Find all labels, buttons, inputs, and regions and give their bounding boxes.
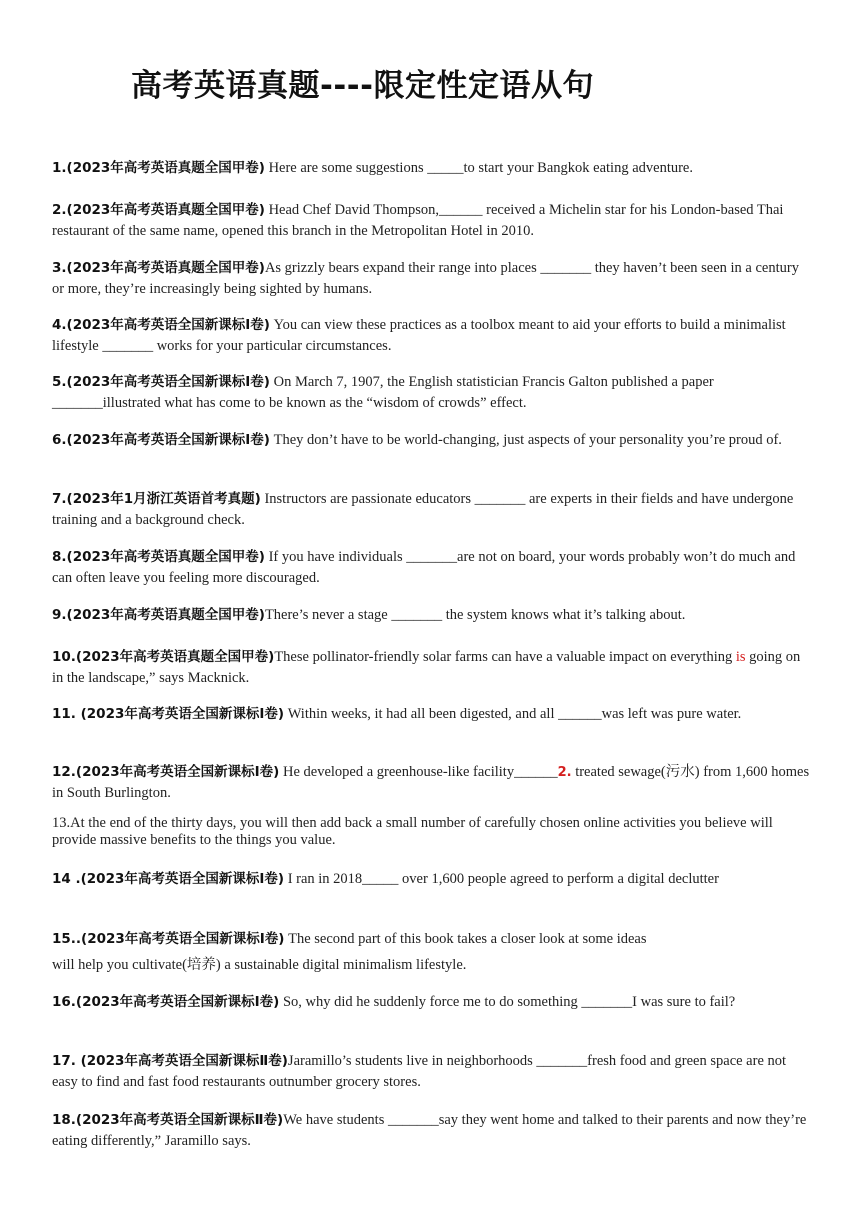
- question-text: 13.At the end of the thirty days, you will then add back a small number of carefully chosen online activities you believe will provide massive benefits to the things you value.: [52, 815, 773, 848]
- question-5: [52, 372, 812, 414]
- question-11: [52, 704, 812, 725]
- question-9: [52, 605, 812, 626]
- question-6: [52, 430, 812, 451]
- question-text: Instructors are passionate educators _______ are experts in their fields and have undergone training and a background check.: [52, 491, 794, 528]
- question-source: 11. (2023年高考英语全国新课标Ⅰ卷): [52, 706, 285, 722]
- question-text: He developed a greenhouse-like facility______: [279, 764, 558, 780]
- question-source: 15..(2023年高考英语全国新课标Ⅰ卷): [52, 931, 285, 947]
- question-text: I ran in 2018_____ over 1,600 people agreed to perform a digital declutter: [284, 871, 719, 887]
- question-source: 18.(2023年高考英语全国新课标Ⅱ卷): [52, 1112, 284, 1128]
- question-text-line2: will help you cultivate(培养) a sustainable digital minimalism lifestyle.: [52, 957, 467, 973]
- question-text: Head Chef David Thompson,______ received a Michelin star for his London-based Thai restaurant of the same name, opened this branch in the Metropolitan Hotel in 2010.: [52, 202, 784, 239]
- question-text: If you have individuals _______are not on board, your words probably won’t do much and can often leave you feeling more discouraged.: [52, 549, 796, 586]
- question-source: 4.(2023年高考英语全国新课标Ⅰ卷): [52, 317, 270, 333]
- question-12: [52, 762, 812, 804]
- question-source: 8.(2023年高考英语真题全国甲卷): [52, 549, 265, 565]
- question-text: So, why did he suddenly force me to do something _______I was sure to fail?: [279, 994, 736, 1010]
- question-text-cont: going on in the landscape,” says Macknick.: [52, 649, 801, 686]
- question-7: [52, 489, 812, 531]
- question-source: 2.(2023年高考英语真题全国甲卷): [52, 202, 265, 218]
- question-text: You can view these practices as a toolbox meant to aid your efforts to build a minimalist lifestyle _______ works for your particular circumstances.: [52, 317, 786, 354]
- question-source: 3.(2023年高考英语真题全国甲卷): [52, 260, 265, 276]
- question-text: Here are some suggestions _____to start your Bangkok eating adventure.: [264, 160, 693, 176]
- question-text: Jaramillo’s students live in neighborhoods _______fresh food and green space are not easy to find and fast food restaurants outnumber grocery stores.: [52, 1053, 787, 1090]
- question-source: 1.(2023年高考英语真题全国甲卷): [52, 160, 265, 176]
- question-source: 6.(2023年高考英语全国新课标Ⅰ卷): [52, 432, 270, 448]
- question-17: [52, 1051, 812, 1093]
- question-text: Within weeks, it had all been digested, and all ______was left was pure water.: [284, 706, 742, 722]
- question-15: [52, 926, 812, 978]
- question-text: These pollinator-friendly solar farms can have a valuable impact on everything: [274, 649, 736, 665]
- question-text: The second part of this book takes a closer look at some ideas: [284, 931, 647, 947]
- question-2: [52, 200, 812, 242]
- question-source: 5.(2023年高考英语全国新课标Ⅰ卷): [52, 374, 270, 390]
- question-1: [52, 158, 812, 179]
- question-10: [52, 647, 812, 689]
- highlighted-marker: 2.: [557, 765, 572, 780]
- question-source: 9.(2023年高考英语真题全国甲卷): [52, 607, 265, 623]
- question-source: 14 .(2023年高考英语全国新课标Ⅰ卷): [52, 871, 285, 887]
- page-title: 高考英语真题----限定性定语从句: [131, 68, 594, 104]
- question-3: [52, 258, 812, 300]
- question-text: They don’t have to be world-changing, just aspects of your personality you’re proud of.: [269, 432, 782, 448]
- question-8: [52, 547, 812, 589]
- question-text: We have students _______say they went home and talked to their parents and now they’re eating differently,” Jaramillo says.: [52, 1112, 807, 1149]
- question-text-cont: treated sewage(污水) from 1,600 homes in South Burlington.: [52, 764, 810, 801]
- highlighted-answer: is: [735, 649, 746, 665]
- question-text: As grizzly bears expand their range into places _______ they haven’t been seen in a century or more, they’re increasingly being sighted by humans.: [52, 260, 799, 297]
- question-16: [52, 992, 812, 1013]
- question-source: 12.(2023年高考英语全国新课标Ⅰ卷): [52, 764, 280, 780]
- question-4: [52, 315, 812, 357]
- question-source: 7.(2023年1月浙江英语首考真题): [52, 491, 261, 507]
- question-source: 17. (2023年高考英语全国新课标Ⅱ卷): [52, 1053, 288, 1069]
- question-13: [52, 815, 812, 849]
- question-18: [52, 1110, 812, 1152]
- question-text: On March 7, 1907, the English statistician Francis Galton published a paper _______illustrated what has come to be known as the “wisdom of crowds” effect.: [52, 374, 714, 411]
- question-source: 16.(2023年高考英语全国新课标Ⅰ卷): [52, 994, 280, 1010]
- question-14: [52, 869, 812, 890]
- question-text: There’s never a stage _______ the system knows what it’s talking about.: [264, 607, 686, 623]
- question-source: 10.(2023年高考英语真题全国甲卷): [52, 649, 275, 665]
